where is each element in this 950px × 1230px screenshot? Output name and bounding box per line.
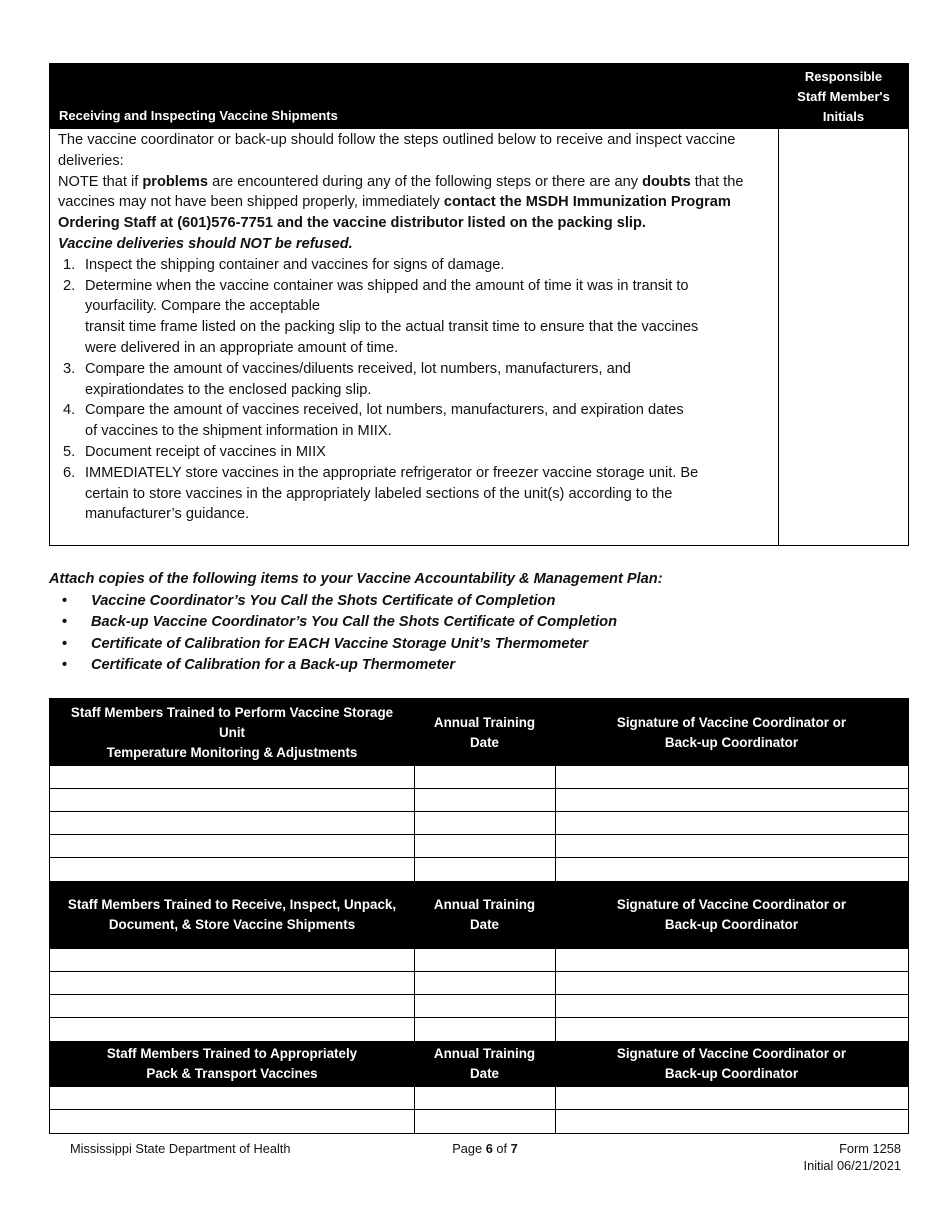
note-text: NOTE that if problems are encountered during any of the following steps or there are any doubts that the vaccines may not have been shipped properly, immediately contact the MSDH Immunization Program Ordering Staff at (601)576-7751 and the vaccine distributor listed on the packing slip. bbox=[58, 173, 744, 232]
list-item: 6. IMMEDIATELY store vaccines in the appropriate refrigerator or freezer vaccine storage unit. Be certain to store vaccines in the appropriately labeled sections of the unit(s) according to the manufacturer’s guidance. bbox=[63, 464, 699, 523]
training-header-transport bbox=[50, 1041, 908, 1087]
column-divider bbox=[414, 949, 415, 1041]
staff-column-header: Staff Members Trained to Perform Vaccine Storage Unit Temperature Monitoring & Adjustments bbox=[70, 704, 394, 760]
page-number: Page 6 of 7 bbox=[452, 1141, 518, 1156]
form-initial-date: Initial 06/21/2021 bbox=[803, 1158, 901, 1173]
list-item: 3. Compare the amount of vaccines/diluents received, lot numbers, manufacturers, and expirationdates to the enclosed packing slip. bbox=[63, 360, 631, 398]
row-divider bbox=[50, 811, 908, 812]
training-header-receive bbox=[50, 881, 908, 949]
list-item: 5. Document receipt of vaccines in MIIX bbox=[63, 443, 326, 460]
attach-title: Attach copies of the following items to your Vaccine Accountability & Management Plan: bbox=[49, 571, 663, 587]
receiving-table bbox=[49, 63, 909, 546]
staff-column-header: Staff Members Trained to Receive, Inspect, Unpack, Document, & Store Vaccine Shipments bbox=[67, 897, 397, 932]
column-divider bbox=[555, 1087, 556, 1133]
date-column-header: Annual Training Date bbox=[433, 714, 536, 750]
list-item: 1. Inspect the shipping container and vaccines for signs of damage. bbox=[63, 256, 505, 273]
initials-header-line: Staff Member's bbox=[797, 89, 890, 104]
list-item: 2. Determine when the vaccine container was shipped and the amount of time it was in transit to yourfacility. Compare the acceptable transit time frame listed on the packing slip to the actual transit time to ensure that the vaccines were delivered in an appropriate amount of time. bbox=[63, 277, 699, 356]
initials-header bbox=[779, 67, 908, 127]
row-divider bbox=[50, 971, 908, 972]
column-divider bbox=[414, 1087, 415, 1133]
note-contact: contact the MSDH Immunization Program Ordering Staff at (601)576-7751 and the vaccine distributor listed on the packing slip. bbox=[58, 194, 731, 232]
attach-section bbox=[49, 569, 909, 677]
form-number: Form 1258 bbox=[839, 1141, 901, 1156]
date-column-header: Annual Training Date bbox=[433, 1046, 536, 1081]
row-divider bbox=[50, 788, 908, 789]
list-item: 4. Compare the amount of vaccines received, lot numbers, manufacturers, and expiration dates of vaccines to the shipment information in MIIX. bbox=[63, 402, 684, 440]
row-divider bbox=[50, 994, 908, 995]
signature-column-header: Signature of Vaccine Coordinator or Back-up Coordinator bbox=[616, 897, 847, 932]
signature-column-header: Signature of Vaccine Coordinator or Back-up Coordinator bbox=[616, 1046, 847, 1081]
list-item: • Vaccine Coordinator’s You Call the Shots Certificate of Completion bbox=[62, 592, 556, 609]
receiving-header-title: Receiving and Inspecting Vaccine Shipments bbox=[59, 108, 338, 123]
intro-text: The vaccine coordinator or back-up should follow the steps outlined below to receive and inspect vaccine deliveries: bbox=[58, 132, 736, 169]
receiving-instructions bbox=[58, 130, 772, 525]
list-item: • Certificate of Calibration for a Back-up Thermometer bbox=[62, 657, 456, 674]
attach-list bbox=[49, 591, 909, 677]
training-grid bbox=[49, 698, 909, 1134]
note-problems: problems bbox=[142, 173, 209, 190]
initials-header-line: Initials bbox=[822, 109, 865, 124]
receiving-header bbox=[50, 64, 908, 129]
form-info bbox=[804, 1140, 901, 1174]
row-divider bbox=[50, 1109, 908, 1110]
note-doubts: doubts bbox=[642, 173, 691, 190]
row-divider bbox=[50, 857, 908, 858]
column-divider bbox=[555, 949, 556, 1041]
column-divider bbox=[414, 766, 415, 881]
list-item: • Back-up Vaccine Coordinator’s You Call the Shots Certificate of Completion bbox=[62, 614, 618, 631]
column-divider bbox=[555, 766, 556, 881]
step-list bbox=[58, 255, 772, 525]
footer-org: Mississippi State Department of Health bbox=[70, 1141, 291, 1156]
row-divider bbox=[50, 1017, 908, 1018]
row-divider bbox=[50, 834, 908, 835]
date-column-header: Annual Training Date bbox=[433, 897, 536, 932]
signature-column-header: Signature of Vaccine Coordinator or Back-up Coordinator bbox=[616, 714, 847, 750]
training-header-storage bbox=[50, 699, 908, 766]
initials-header-line: Responsible bbox=[804, 69, 883, 84]
refuse-warning: Vaccine deliveries should NOT be refused. bbox=[58, 235, 353, 252]
staff-column-header: Staff Members Trained to Appropriately Pack & Transport Vaccines bbox=[106, 1046, 358, 1081]
column-divider bbox=[778, 129, 779, 546]
list-item: • Certificate of Calibration for EACH Vaccine Storage Unit’s Thermometer bbox=[62, 635, 589, 652]
